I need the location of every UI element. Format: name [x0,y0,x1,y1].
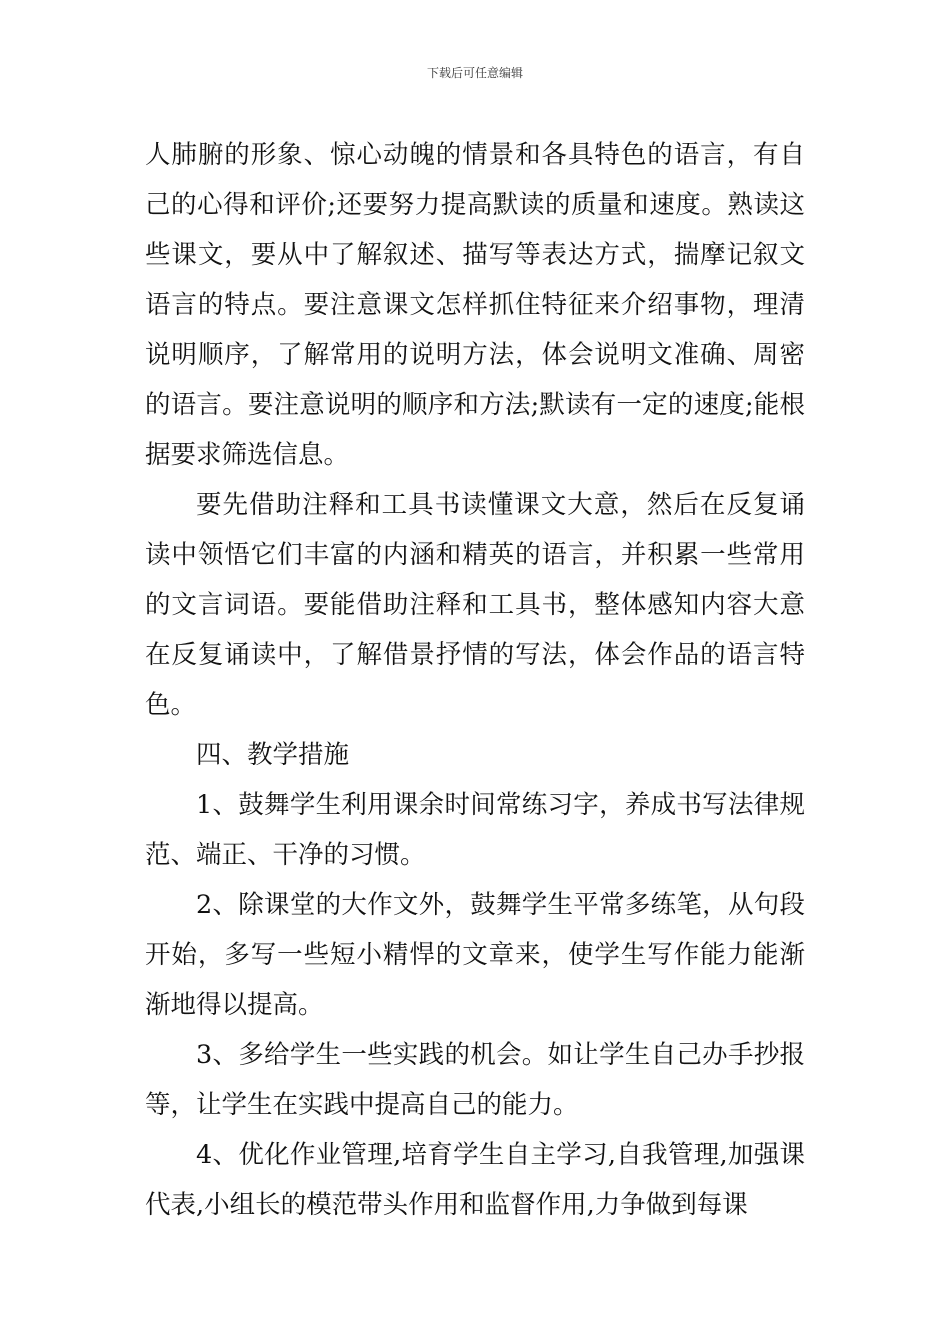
measure-item-2: 2、除课堂的大作文外，鼓舞学生平常多练笔，从句段开始，多写一些短小精悍的文章来，使学生写作能力能渐渐地得以提高。 [145,890,805,1020]
document-body [145,130,805,1230]
page-header-note: 下载后可任意编辑 [426,66,523,80]
measure-item-4: 4、优化作业管理,培育学生自主学习,自我管理,加强课代表,小组长的模范带头作用和监督作用,力争做到每课 [145,1140,805,1220]
paragraph-continued: 人肺腑的形象、惊心动魄的情景和各具特色的语言，有自己的心得和评价;还要努力提高默读的质量和速度。熟读这些课文，要从中了解叙述、描写等表达方式，揣摩记叙文语言的特点。要注意课文怎样抓住特征来介绍事物，理清说明顺序，了解常用的说明方法，体会说明文准确、周密的语言。要注意说明的顺序和方法;默读有一定的速度;能根据要求筛选信息。 [145,140,805,470]
paragraph-classical-reading: 要先借助注释和工具书读懂课文大意，然后在反复诵读中领悟它们丰富的内涵和精英的语言，并积累一些常用的文言词语。要能借助注释和工具书，整体感知内容大意在反复诵读中，了解借景抒情的写法，体会作品的语言特色。 [145,490,805,720]
measure-item-1: 1、鼓舞学生利用课余时间常练习字，养成书写法律规范、端正、干净的习惯。 [145,790,805,870]
measure-item-3: 3、多给学生一些实践的机会。如让学生自己办手抄报等，让学生在实践中提高自己的能力。 [145,1040,805,1120]
section-heading-teaching-measures: 四、教学措施 [196,740,350,770]
